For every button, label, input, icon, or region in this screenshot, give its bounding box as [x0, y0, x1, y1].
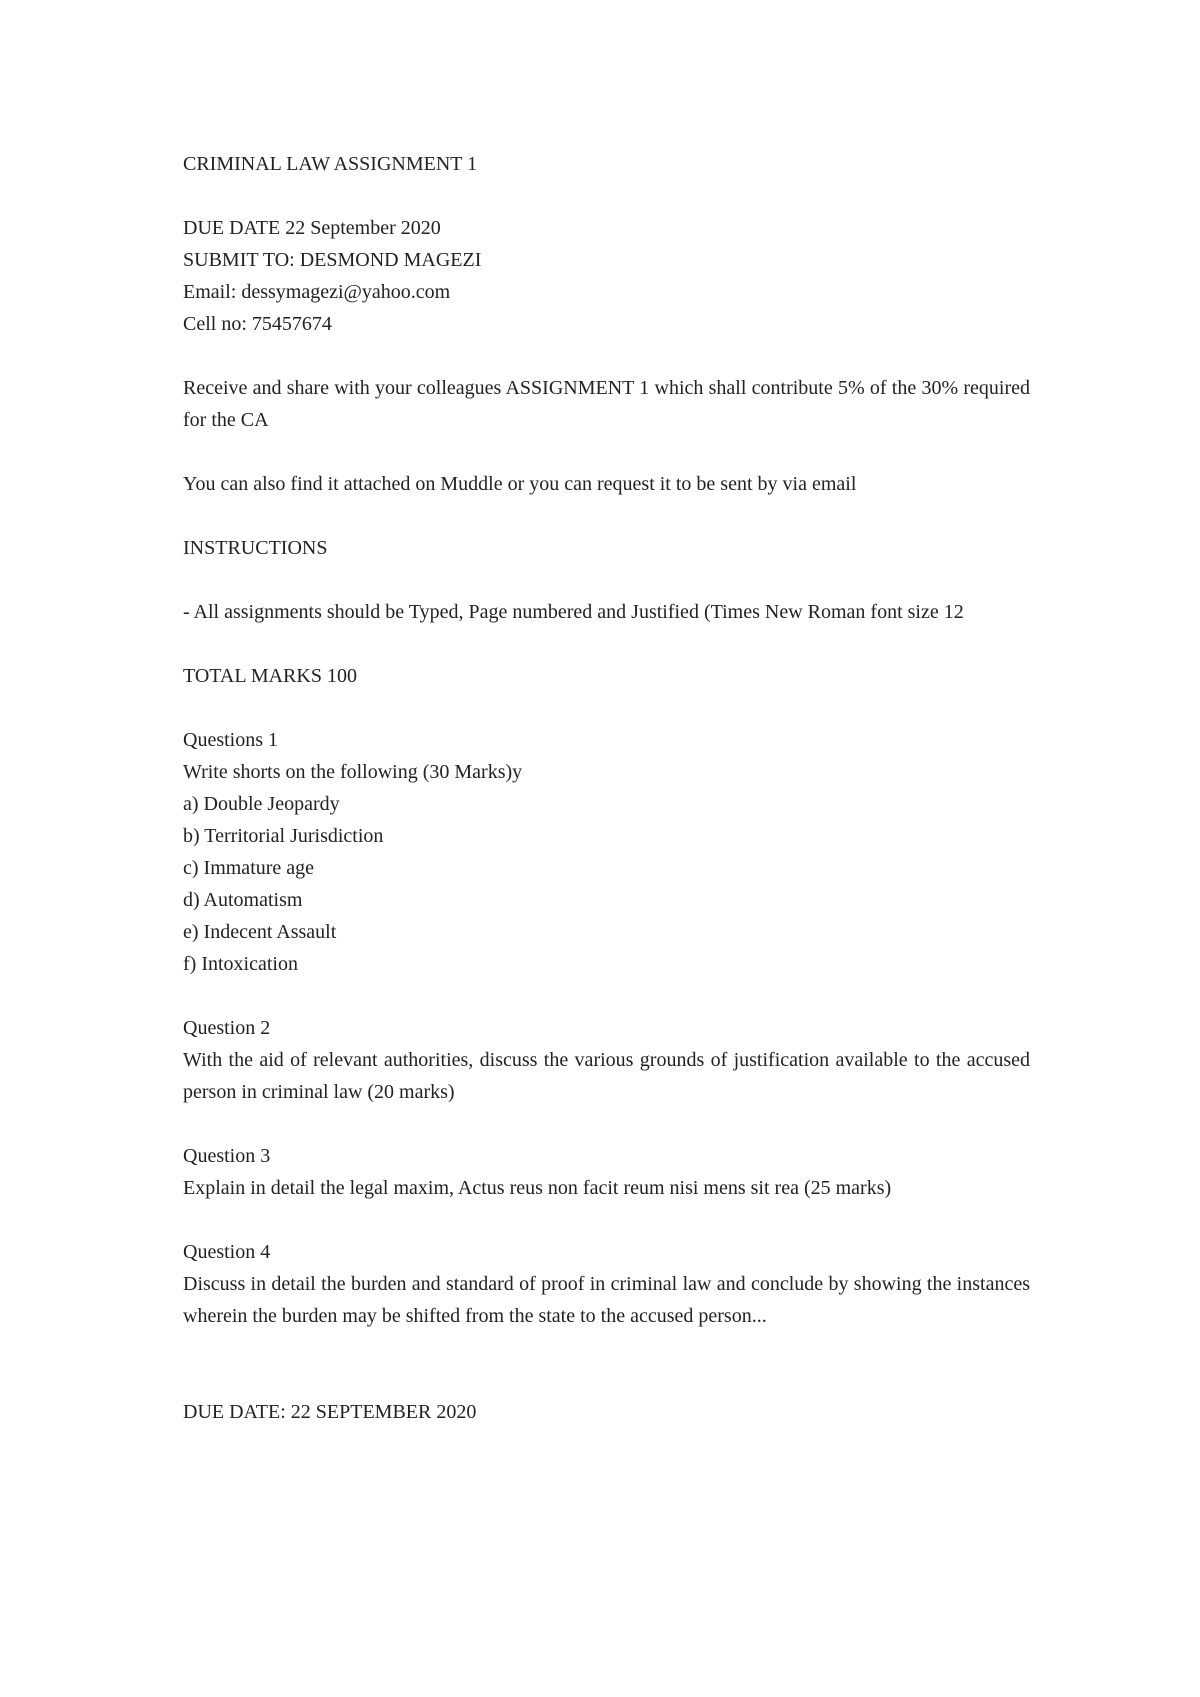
question1-item-b: b) Territorial Jurisdiction — [183, 825, 384, 847]
question3-heading: Question 3 — [183, 1145, 271, 1167]
instructions-heading: INSTRUCTIONS — [183, 537, 328, 559]
instruction-item: - All assignments should be Typed, Page numbered and Justified (Times New Roman font size 12 — [183, 601, 964, 623]
question4-heading: Question 4 — [183, 1241, 271, 1263]
question1-item-f: f) Intoxication — [183, 953, 298, 975]
email-line: Email: dessymagezi@yahoo.com — [183, 281, 451, 303]
question1-item-d: d) Automatism — [183, 889, 303, 911]
muddle-line: You can also find it attached on Muddle or you can request it to be sent by via email — [183, 473, 857, 495]
question1-item-a: a) Double Jeopardy — [183, 793, 340, 815]
question3-text: Explain in detail the legal maxim, Actus reus non facit reum nisi mens sit rea (25 marks) — [183, 1177, 892, 1199]
document-body — [183, 148, 1030, 1428]
question2-text: With the aid of relevant authorities, discuss the various grounds of justification available to the accused person in criminal law (20 marks) — [183, 1049, 1030, 1103]
question4-text: Discuss in detail the burden and standard of proof in criminal law and conclude by showing the instances wherein the burden may be shifted from the state to the accused person... — [183, 1273, 1030, 1327]
total-marks: TOTAL MARKS 100 — [183, 665, 357, 687]
intro-paragraph: Receive and share with your colleagues ASSIGNMENT 1 which shall contribute 5% of the 30% required for the CA — [183, 377, 1030, 431]
question1-prompt: Write shorts on the following (30 Marks)y — [183, 761, 523, 783]
closing-due-date: DUE DATE: 22 SEPTEMBER 2020 — [183, 1401, 477, 1423]
question1-item-e: e) Indecent Assault — [183, 921, 337, 943]
question1-item-c: c) Immature age — [183, 857, 315, 879]
document-title: CRIMINAL LAW ASSIGNMENT 1 — [183, 153, 478, 175]
question1-heading: Questions 1 — [183, 729, 278, 751]
cell-line: Cell no: 75457674 — [183, 313, 332, 335]
submit-to-line: SUBMIT TO: DESMOND MAGEZI — [183, 249, 482, 271]
due-date-line: DUE DATE 22 September 2020 — [183, 217, 441, 239]
question2-heading: Question 2 — [183, 1017, 271, 1039]
